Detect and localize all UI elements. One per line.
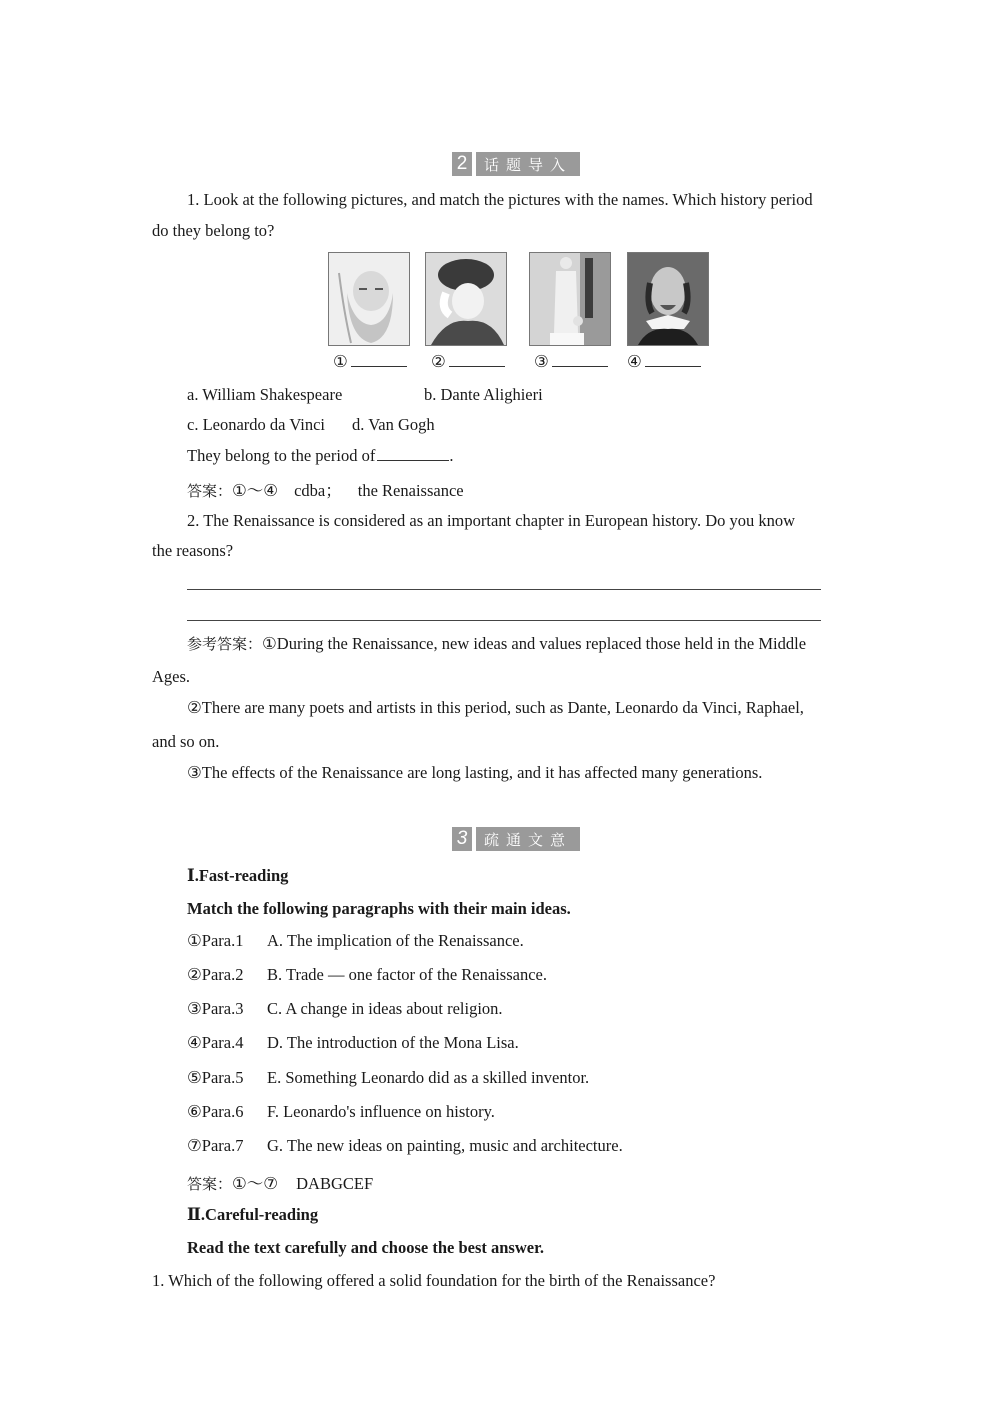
picture-4-shakespeare: [627, 252, 709, 346]
section-2-header: [452, 152, 580, 176]
answer-label: 答案：: [187, 482, 233, 500]
section-3-header: [452, 827, 580, 851]
answer-line-2[interactable]: [187, 620, 821, 621]
answer-blank-4[interactable]: [645, 366, 701, 367]
answer-label: 答案：: [187, 1175, 233, 1193]
ref-answer-2-line2: and so on.: [152, 732, 220, 751]
answer-blank-3[interactable]: [552, 366, 608, 367]
option-c: c. Leonardo da Vinci: [187, 415, 325, 434]
careful-reading-q1: 1. Which of the following offered a solid foundation for the birth of the Renaissance?: [152, 1271, 716, 1290]
picture-1-label: ①: [333, 352, 407, 372]
careful-reading-heading: Ⅱ.Careful-reading: [187, 1205, 319, 1224]
ref-answer-label: 参考答案：: [187, 635, 263, 653]
picture-3-label: ③: [534, 352, 608, 372]
q1-text-line1: 1. Look at the following pictures, and match the pictures with the names. Which history period: [187, 190, 813, 209]
q2-text-line2: the reasons?: [152, 541, 234, 560]
fast-reading-instruction: Match the following paragraphs with their main ideas.: [187, 899, 571, 918]
section-number: 3: [452, 827, 472, 851]
picture-3-statue: [529, 252, 611, 346]
ref-answer-2-line1: ②There are many poets and artists in this period, such as Dante, Leonardo da Vinci, Raphael,: [187, 698, 804, 717]
fast-reading-answer: 答案：①～⑦ DABGCEF: [187, 1174, 374, 1193]
picture-4-label: ④: [627, 352, 701, 372]
match-item: ②Para.2 B. Trade — one factor of the Renaissance.: [187, 965, 547, 984]
option-a: a. William Shakespeare: [187, 385, 343, 404]
period-prompt: They belong to the period of .: [187, 446, 454, 465]
match-item: ①Para.1 A. The implication of the Renaissance.: [187, 931, 524, 950]
careful-reading-instruction: Read the text carefully and choose the best answer.: [187, 1238, 545, 1257]
section-title: 疏通文意: [476, 827, 580, 851]
answer-blank-1[interactable]: [351, 366, 407, 367]
match-item: ⑦Para.7 G. The new ideas on painting, music and architecture.: [187, 1136, 623, 1155]
section-title: 话题导入: [476, 152, 580, 176]
match-item: ⑤Para.5 E. Something Leonardo did as a skilled inventor.: [187, 1068, 590, 1087]
q1-text-line2: do they belong to?: [152, 221, 275, 240]
answer-blank-2[interactable]: [449, 366, 505, 367]
picture-2-label: ②: [431, 352, 505, 372]
answer-line-1[interactable]: [187, 589, 821, 590]
match-item: ③Para.3 C. A change in ideas about religion.: [187, 999, 503, 1018]
section-number: 2: [452, 152, 472, 176]
picture-2-van-gogh: [425, 252, 507, 346]
option-b: b. Dante Alighieri: [424, 385, 543, 404]
ref-answer-1-line1: 参考答案：①During the Renaissance, new ideas and values replaced those held in the Middle: [187, 634, 807, 653]
ref-answer-3: ③The effects of the Renaissance are long lasting, and it has affected many generations.: [187, 763, 763, 782]
q1-answer: 答案：①～④ cdba； the Renaissance: [187, 481, 464, 500]
fast-reading-heading: Ⅰ.Fast-reading: [187, 866, 289, 885]
period-blank[interactable]: [377, 460, 449, 461]
option-d: d. Van Gogh: [352, 415, 435, 434]
picture-1-leonardo: [328, 252, 410, 346]
match-item: ⑥Para.6 F. Leonardo's influence on history.: [187, 1102, 495, 1121]
match-item: ④Para.4 D. The introduction of the Mona Lisa.: [187, 1033, 519, 1052]
q2-text-line1: 2. The Renaissance is considered as an important chapter in European history. Do you know: [187, 511, 796, 530]
ref-answer-1-line2: Ages.: [152, 667, 191, 686]
